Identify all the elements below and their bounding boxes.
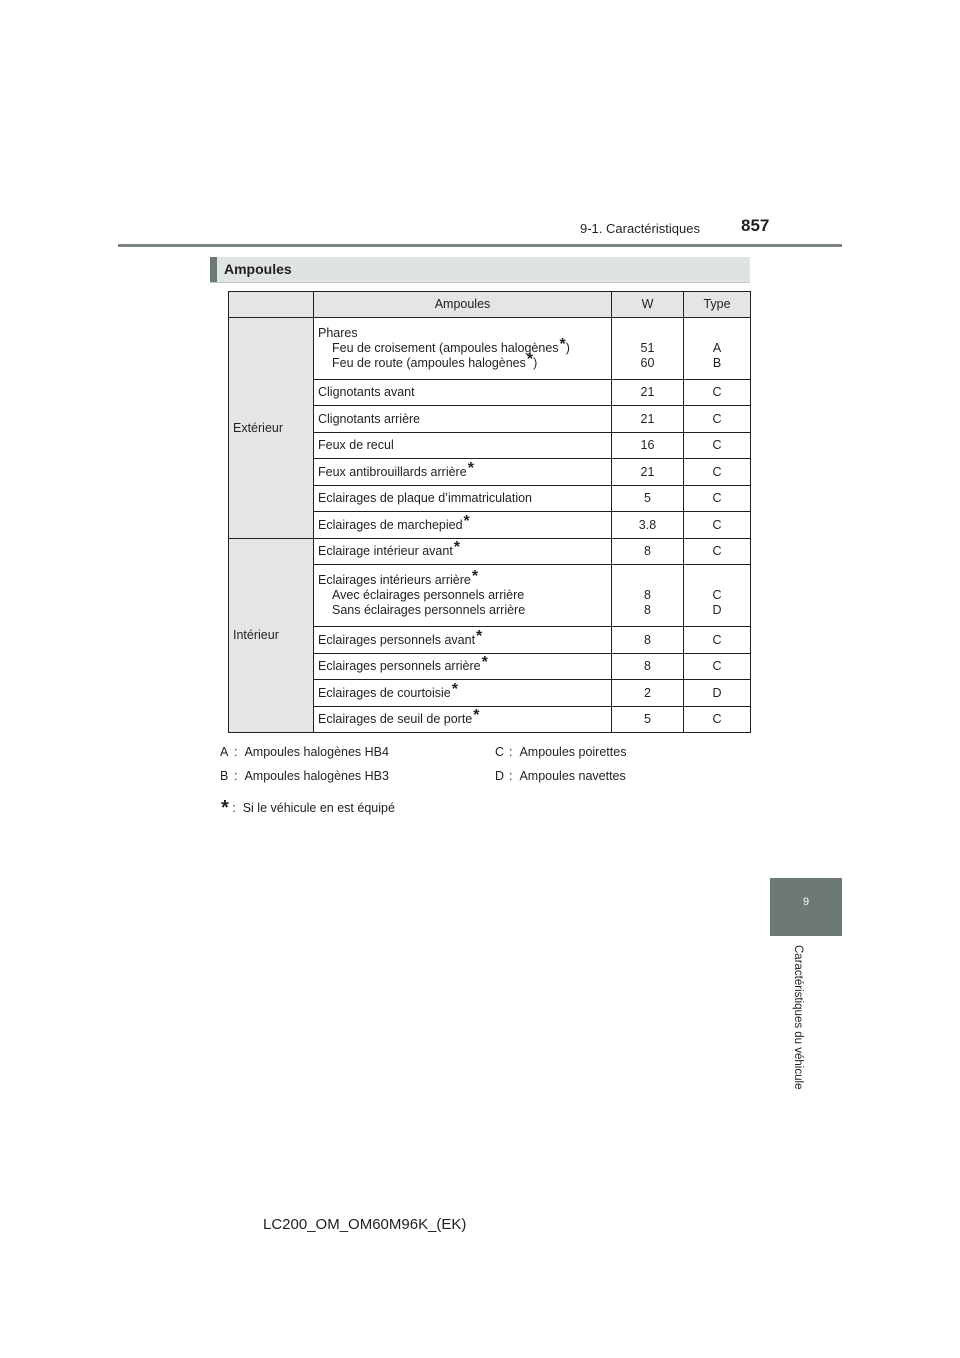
bulb-type: C [684, 627, 751, 654]
bulb-name [314, 627, 612, 654]
bulb-name: Clignotants avant [314, 380, 612, 406]
footnote-star: * [526, 351, 534, 368]
bulb-name-text: Eclairages de marchepied [318, 517, 463, 532]
footnote-star: * [467, 459, 474, 477]
bulb-type: C [684, 654, 751, 680]
bulb-title: Phares [318, 326, 358, 340]
legend-key: A [220, 745, 229, 759]
footnote-star: * [453, 539, 461, 556]
legend-key: C [495, 745, 505, 759]
table-header-bulbs: Ampoules [314, 292, 612, 318]
type-value: B [712, 356, 722, 370]
footnote [220, 797, 395, 819]
table-header-watts: W [612, 292, 684, 318]
legend-item-c [495, 745, 626, 759]
footnote-star: * [463, 512, 470, 530]
table-header-row [229, 292, 751, 318]
legend-text: Ampoules navettes [519, 769, 626, 783]
bulb-watts: 8 [612, 539, 684, 565]
bulb-type: D [684, 680, 751, 707]
footnote-text: Si le véhicule en est équipé [242, 801, 395, 815]
legend-item-d [495, 769, 626, 783]
group-label-interior: Intérieur [229, 539, 314, 733]
bulb-type: C [684, 539, 751, 565]
bulb-watts: 5 [612, 486, 684, 512]
bulb-watts: 16 [612, 433, 684, 459]
bulb-title [318, 568, 607, 588]
watts-value: 8 [644, 588, 651, 602]
bulb-name-text: Eclairages de courtoisie [318, 685, 451, 700]
watts-value: 8 [644, 603, 651, 617]
footnote-star: * [471, 568, 479, 585]
bulb-name-headlights [314, 318, 612, 380]
bulb-sub: Avec éclairages personnels arrière [332, 588, 525, 602]
section-heading-bar [210, 257, 750, 283]
chapter-label-text: Caractéristiques du véhicule [792, 945, 804, 1090]
header-rule [118, 244, 842, 247]
bulb-name [314, 654, 612, 680]
bulb-sub-text: Feu de croisement (ampoules halogènes [332, 341, 559, 355]
bulb-watts: 3.8 [612, 512, 684, 539]
footnote-star: * [221, 797, 229, 819]
legend-item-b [220, 769, 389, 783]
footnote-star: * [481, 654, 488, 671]
bulb-name [314, 539, 612, 565]
bulb-name-text: Eclairages personnels arrière [318, 659, 481, 673]
page-number: 857 [741, 216, 770, 235]
bulb-name-text: Eclairage intérieur avant [318, 544, 453, 558]
footnote-star: * [476, 627, 483, 645]
header-section-title: 9-1. Caractéristiques [580, 221, 700, 236]
legend-sep: : [234, 745, 238, 759]
bulb-name: Eclairages de plaque d’immatriculation [314, 486, 612, 512]
bulb-type: C [684, 406, 751, 433]
bulb-sub [318, 336, 607, 356]
table-row [229, 539, 751, 565]
paren: ) [533, 356, 538, 370]
document-id: LC200_OM_OM60M96K_(EK) [263, 1216, 467, 1233]
bulb-watts: 21 [612, 406, 684, 433]
bulb-watts: 5 [612, 707, 684, 733]
bulb-type: C [684, 512, 751, 539]
bulb-type [684, 318, 751, 380]
bulb-name: Feux de recul [314, 433, 612, 459]
bulb-type: C [684, 380, 751, 406]
bulb-type: C [684, 433, 751, 459]
bulb-watts: 8 [612, 627, 684, 654]
bulb-type: C [684, 486, 751, 512]
bulb-name [314, 707, 612, 733]
chapter-number: 9 [802, 896, 810, 908]
bulb-name-text: Eclairages personnels avant [318, 632, 476, 647]
footnote-star: * [473, 707, 480, 724]
chapter-tab [770, 878, 842, 936]
type-value: A [712, 341, 722, 355]
bulb-sub-text: Feu de route (ampoules halogènes [332, 356, 526, 370]
footnote-star: * [559, 336, 566, 353]
section-title: Ampoules [224, 261, 292, 277]
table-row [229, 318, 751, 380]
legend-sep: : [509, 769, 513, 783]
table-header-type: Type [684, 292, 751, 318]
bulb-name [314, 512, 612, 539]
paren: ) [565, 341, 570, 355]
watts-value: 51 [640, 341, 655, 355]
legend-key: D [495, 769, 505, 783]
bulb-name-text: Feux antibrouillards arrière [318, 464, 467, 479]
bulb-watts: 21 [612, 380, 684, 406]
footnote-star: * [451, 680, 458, 698]
bulb-watts [612, 565, 684, 627]
legend-item-a [220, 745, 389, 759]
bulb-watts [612, 318, 684, 380]
legend-key: B [220, 769, 229, 783]
bulb-sub: Sans éclairages personnels arrière [332, 603, 526, 617]
bulb-type: C [684, 459, 751, 486]
bulb-watts: 2 [612, 680, 684, 707]
legend-text: Ampoules halogènes HB4 [244, 745, 389, 759]
bulb-type: C [684, 707, 751, 733]
bulb-title-text: Eclairages intérieurs arrière [318, 573, 471, 587]
section-accent [210, 257, 217, 282]
legend-text: Ampoules poirettes [519, 745, 627, 759]
bulbs-table [228, 291, 751, 733]
bulb-watts: 21 [612, 459, 684, 486]
table-header-group [229, 292, 314, 318]
type-value: D [712, 603, 722, 617]
bulb-watts: 8 [612, 654, 684, 680]
bulb-name: Clignotants arrière [314, 406, 612, 433]
chapter-label [788, 945, 804, 1115]
bulb-name [314, 680, 612, 707]
legend-sep: : [234, 769, 238, 783]
legend-sep: : [509, 745, 513, 759]
group-label-exterior: Extérieur [229, 318, 314, 539]
watts-value: 60 [640, 356, 655, 370]
bulb-name-text: Eclairages de seuil de porte [318, 712, 473, 726]
bulb-sub [318, 351, 607, 371]
bulb-name-rear-interior [314, 565, 612, 627]
type-value: C [712, 588, 722, 602]
bulb-name [314, 459, 612, 486]
bulb-type [684, 565, 751, 627]
footnote-sep: : [232, 801, 236, 815]
legend-text: Ampoules halogènes HB3 [244, 769, 389, 783]
